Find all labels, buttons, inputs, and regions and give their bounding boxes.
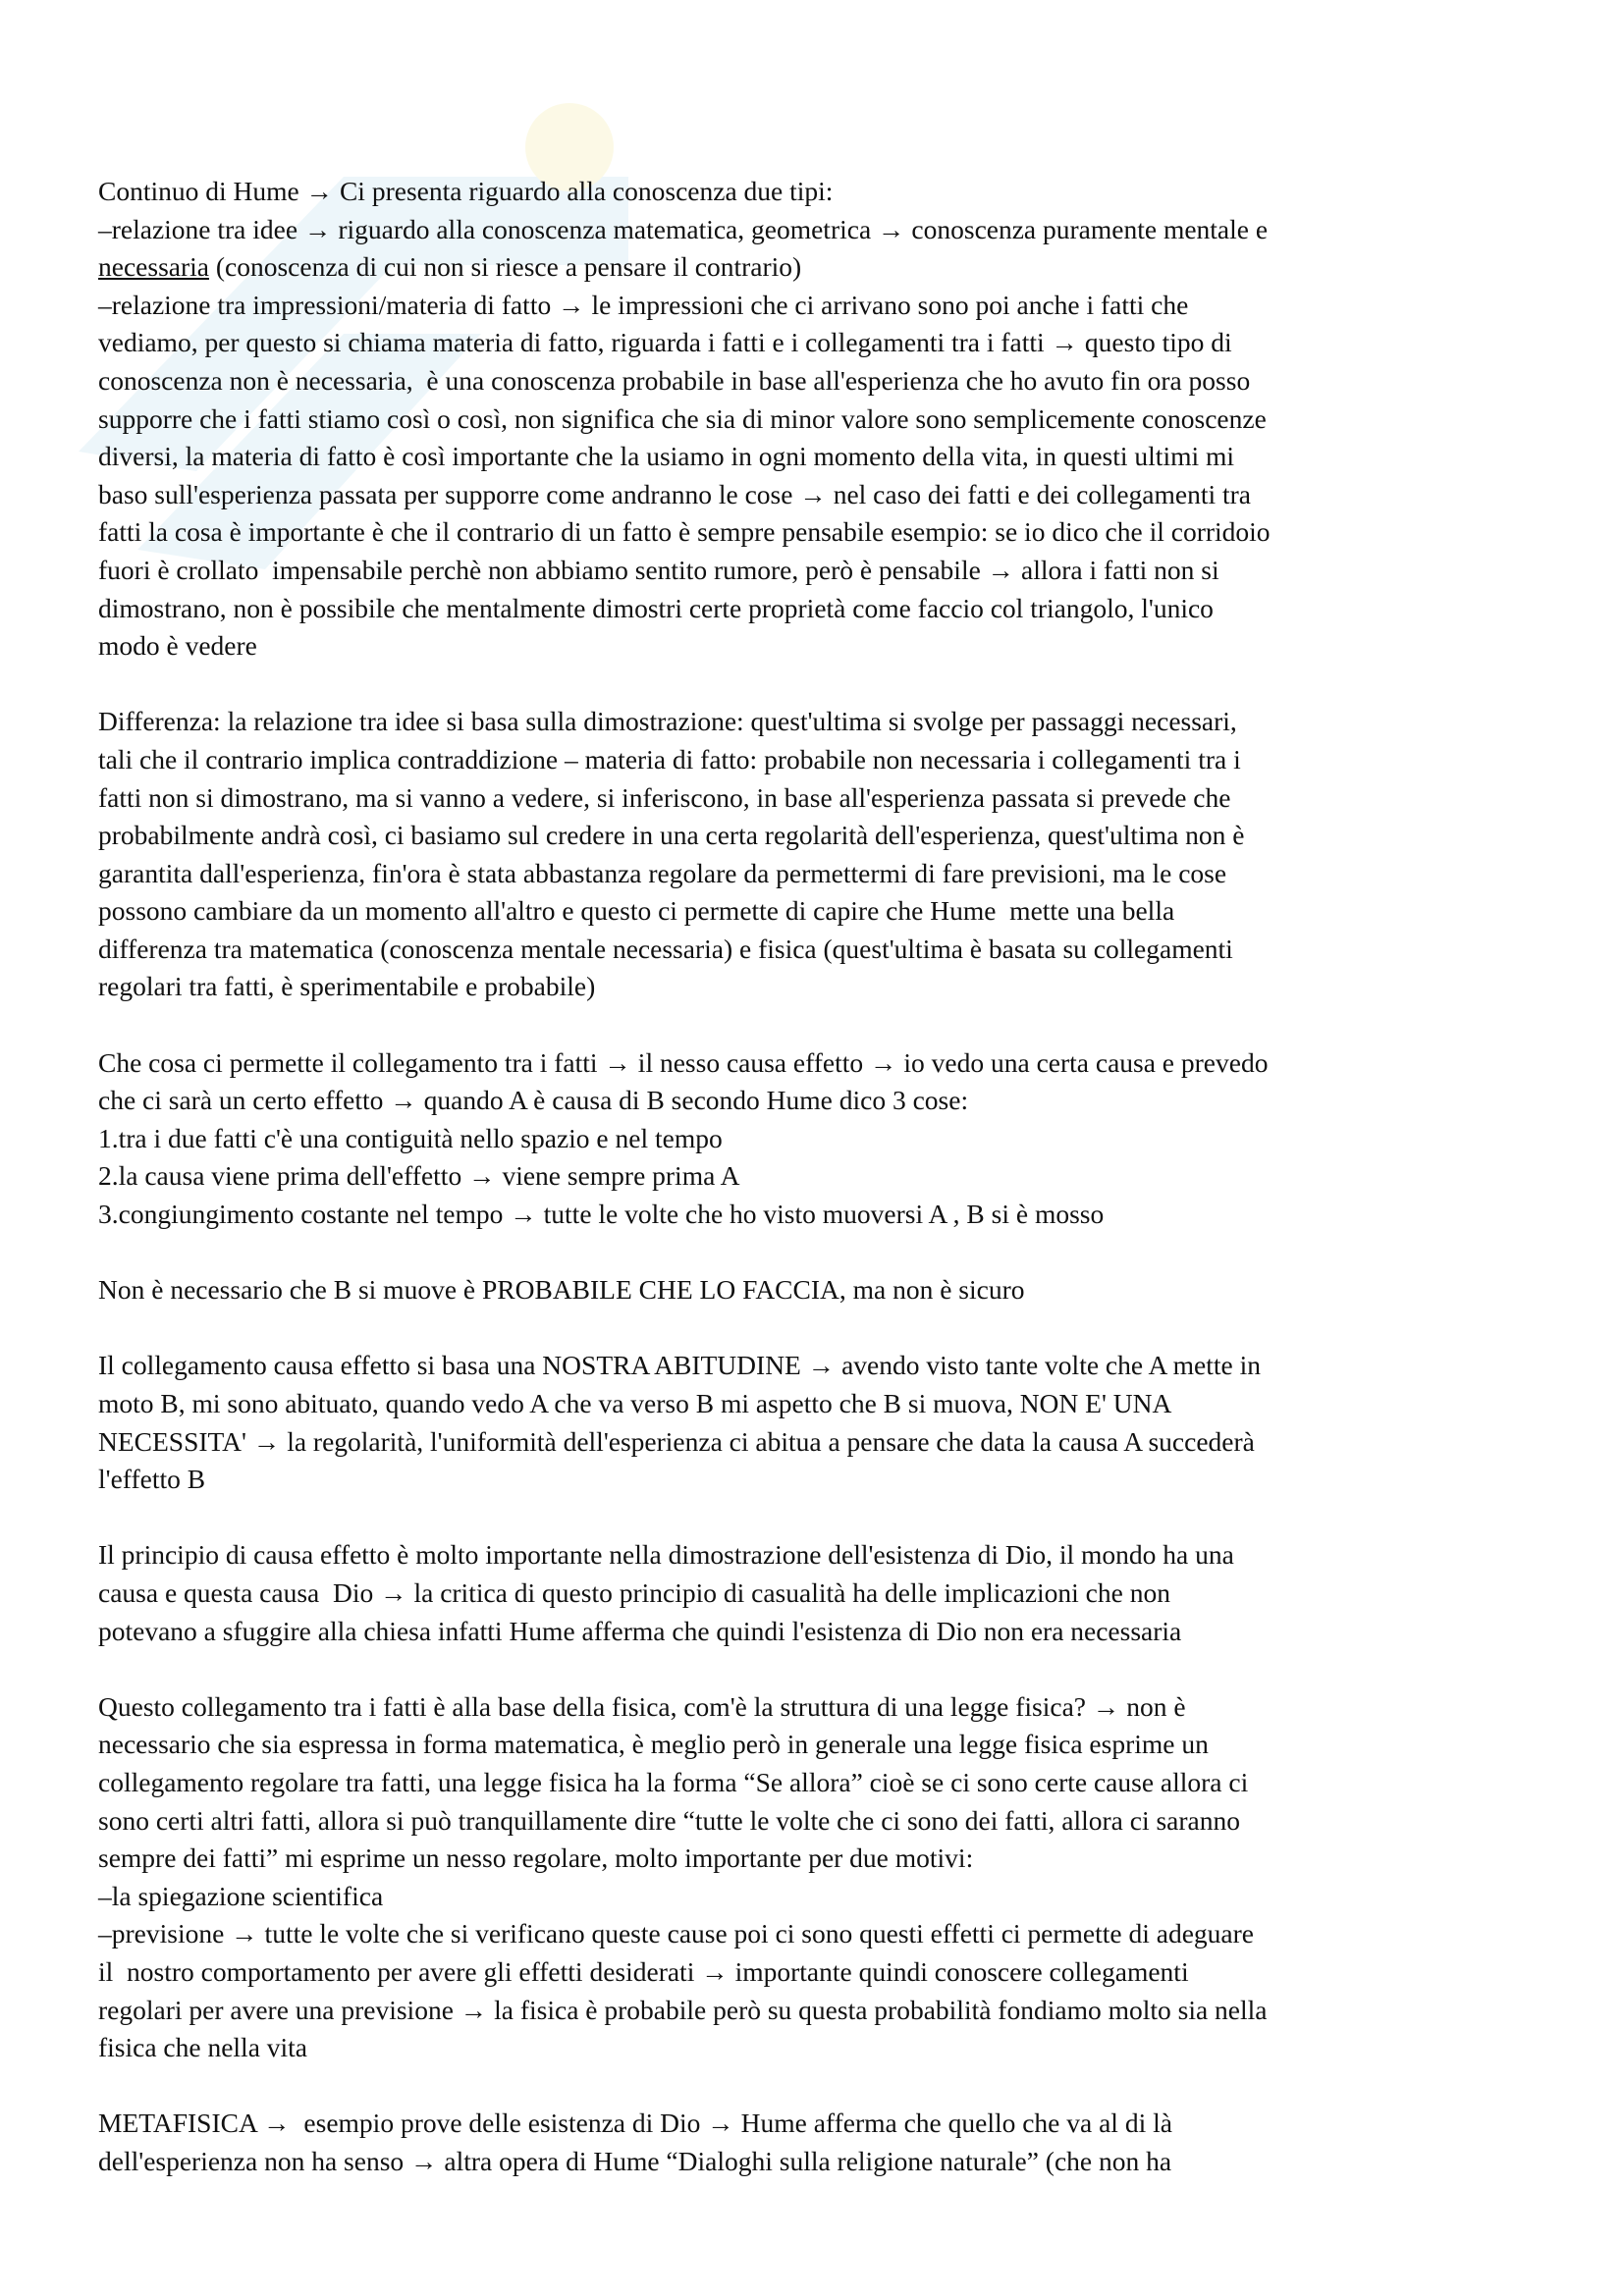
text-line: NECESSITA' → la regolarità, l'uniformità dell'esperienza ci abitua a pensare che data la causa A succederà <box>98 1425 1255 1457</box>
line-rest: (conoscenza di cui non si riesce a pensare il contrario) <box>208 251 802 283</box>
text-line: causa e questa causa Dio → la critica di questo principio di casualità ha delle implicazioni che non <box>98 1576 1170 1608</box>
text-line: Continuo di Hume → Ci presenta riguardo alla conoscenza due tipi: <box>98 176 834 206</box>
text-line <box>98 248 1532 287</box>
text-line: Il principio di causa effetto è molto importante nella dimostrazione dell'esistenza di Dio, il mondo ha una <box>98 1539 1234 1571</box>
paragraph <box>98 1536 1532 1650</box>
text-line: probabilmente andrà così, ci basiamo sul credere in una certa regolarità dell'esperienza, quest'ultima non è <box>98 820 1245 851</box>
paragraph <box>98 173 1532 666</box>
text-line: vediamo, per questo si chiama materia di fatto, riguarda i fatti e i collegamenti tra i fatti → questo tipo di <box>98 327 1232 358</box>
text-line: 3.congiungimento costante nel tempo → tutte le volte che ho visto muoversi A , B si è mosso <box>98 1199 1105 1230</box>
text-line: diversi, la materia di fatto è così importante che la usiamo in ogni momento della vita, in questi ultimi mi <box>98 441 1235 472</box>
paragraph <box>98 1688 1532 2067</box>
document-body <box>98 173 1532 2218</box>
text-line: dimostrano, non è possibile che mentalmente dimostri certe proprietà come faccio col triangolo, l'unico <box>98 592 1214 623</box>
text-line: regolari per avere una previsione → la fisica è probabile però su questa probabilità fondiamo molto sia nella <box>98 1994 1268 2025</box>
text-line: fatti la cosa è importante è che il contrario di un fatto è sempre pensabile esempio: se io dico che il corridoio <box>98 516 1271 548</box>
text-line: necessario che sia espressa in forma matematica, è meglio però in generale una legge fisica esprime un <box>98 1729 1209 1760</box>
paragraph <box>98 703 1532 1006</box>
text-line: METAFISICA → esempio prove delle esistenza di Dio → Hume afferma che quello che va al di là <box>98 2108 1172 2139</box>
text-line: sempre dei fatti” mi esprime un nesso regolare, molto importante per due motivi: <box>98 1842 974 1874</box>
paragraph <box>98 2105 1532 2180</box>
text-line: fisica che nella vita <box>98 2032 308 2063</box>
text-line: tali che il contrario implica contraddizione – materia di fatto: probabile non necessaria i collegamenti tra i <box>98 743 1241 774</box>
text-line: modo è vedere <box>98 630 257 662</box>
text-line: 1.tra i due fatti c'è una contiguità nello spazio e nel tempo <box>98 1122 723 1153</box>
paragraph <box>98 1347 1532 1498</box>
text-line: l'effetto B <box>98 1464 206 1495</box>
text-line: supporre che i fatti stiamo così o così, non significa che sia di minor valore sono semplicemente conoscenze <box>98 402 1267 434</box>
text-line: Che cosa ci permette il collegamento tra i fatti → il nesso causa effetto → io vedo una certa causa e prevedo <box>98 1046 1269 1078</box>
text-line: Il collegamento causa effetto si basa una NOSTRA ABITUDINE → avendo visto tante volte che A mette in <box>98 1350 1262 1381</box>
text-line: –relazione tra impressioni/materia di fatto → le impressioni che ci arrivano sono poi anche i fatti che <box>98 289 1189 320</box>
text-line: baso sull'esperienza passata per supporre come andranno le cose → nel caso dei fatti e dei collegamenti tra <box>98 478 1252 509</box>
text-line: dell'esperienza non ha senso → altra opera di Hume “Dialoghi sulla religione naturale” (che non ha <box>98 2145 1172 2176</box>
text-line: differenza tra matematica (conoscenza mentale necessaria) e fisica (quest'ultima è basata su collegamenti <box>98 933 1233 964</box>
text-line: collegamento regolare tra fatti, una legge fisica ha la forma “Se allora” cioè se ci sono certe cause allora ci <box>98 1766 1249 1797</box>
text-line: –relazione tra idee → riguardo alla conoscenza matematica, geometrica → conoscenza puramente mentale e <box>98 213 1269 244</box>
paragraph <box>98 1271 1532 1309</box>
text-line: fatti non si dimostrano, ma si vanno a vedere, si inferiscono, in base all'esperienza passata si prevede che <box>98 781 1231 813</box>
text-line: –previsione → tutte le volte che si verificano queste cause poi ci sono questi effetti ci permette di adeguare <box>98 1918 1254 1949</box>
text-line: potevano a sfuggire alla chiesa infatti Hume afferma che quindi l'esistenza di Dio non era necessaria <box>98 1615 1182 1646</box>
text-line: che ci sarà un certo effetto → quando A è causa di B secondo Hume dico 3 cose: <box>98 1085 969 1116</box>
text-line: conoscenza non è necessaria, è una conoscenza probabile in base all'esperienza che ho avuto fin ora posso <box>98 364 1251 396</box>
text-line: 2.la causa viene prima dell'effetto → viene sempre prima A <box>98 1160 740 1192</box>
text-line: sono certi altri fatti, allora si può tranquillamente dire “tutte le volte che ci sono dei fatti, allora ci saranno <box>98 1804 1240 1836</box>
paragraph <box>98 1044 1532 1234</box>
underlined-word: necessaria <box>98 251 209 283</box>
text-line: garantita dall'esperienza, fin'ora è stata abbastanza regolare da permettermi di fare previsioni, ma le cose <box>98 857 1227 888</box>
text-line: Questo collegamento tra i fatti è alla base della fisica, com'è la struttura di una legge fisica? → non è <box>98 1690 1186 1722</box>
text-line: –la spiegazione scientifica <box>98 1880 384 1911</box>
text-line: fuori è crollato impensabile perchè non abbiamo sentito rumore, però è pensabile → allora i fatti non si <box>98 554 1219 585</box>
text-line: Non è necessario che B si muove è PROBABILE CHE LO FACCIA, ma non è sicuro <box>98 1274 1025 1306</box>
text-line: regolari tra fatti, è sperimentabile e probabile) <box>98 971 596 1002</box>
text-line: possono cambiare da un momento all'altro e questo ci permette di capire che Hume mette una bella <box>98 895 1175 927</box>
text-line: moto B, mi sono abituato, quando vedo A che va verso B mi aspetto che B si muova, NON E' UNA <box>98 1388 1172 1418</box>
text-line: Differenza: la relazione tra idee si basa sulla dimostrazione: quest'ultima si svolge per passaggi necessari, <box>98 706 1237 737</box>
text-line: il nostro comportamento per avere gli effetti desiderati → importante quindi conoscere collegamenti <box>98 1955 1189 1987</box>
